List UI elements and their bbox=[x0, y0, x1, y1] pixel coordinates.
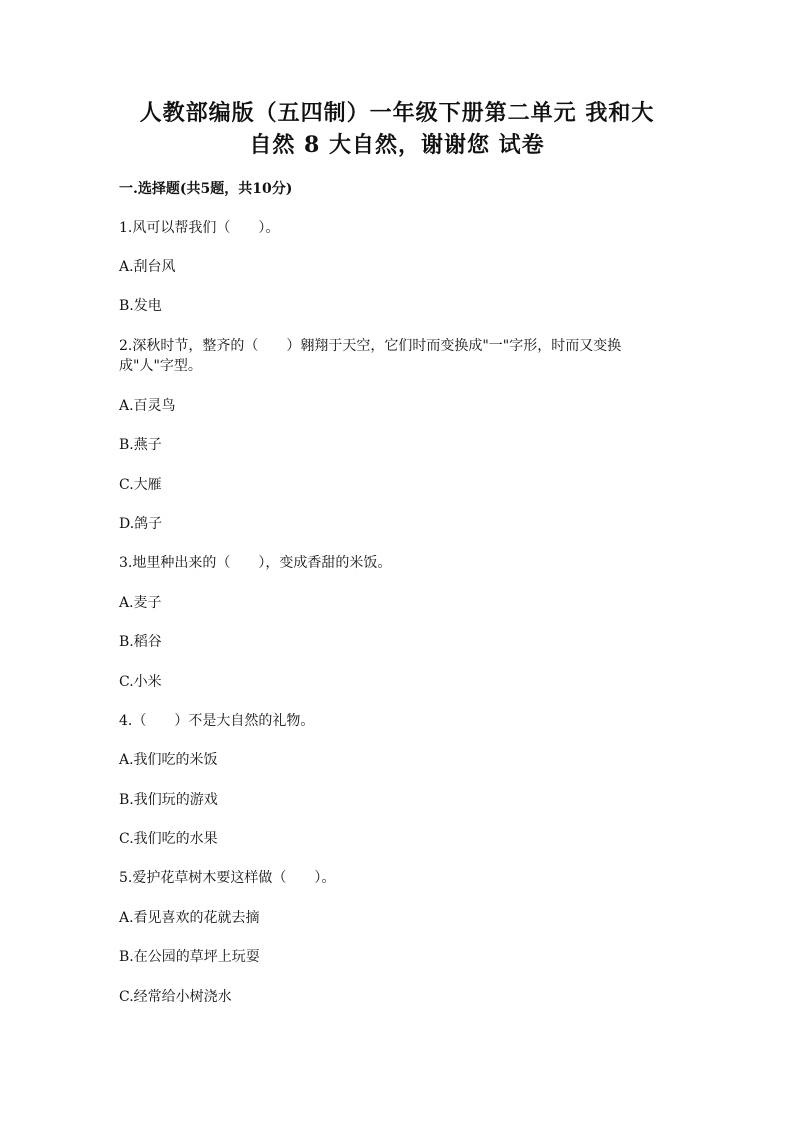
title-line-1: 人教部编版（五四制）一年级下册第二单元 我和大 bbox=[139, 100, 655, 126]
q3-option-a: A.麦子 bbox=[119, 595, 162, 611]
q4-option-c: C.我们吃的水果 bbox=[119, 831, 218, 847]
q5-option-a: A.看见喜欢的花就去摘 bbox=[119, 910, 260, 926]
q4-option-b: B.我们玩的游戏 bbox=[119, 792, 218, 808]
question-2: 2.深秋时节，整齐的（ ）翱翔于天空，它们时而变换成"一"字形，时而又变换成"人"字型。 bbox=[119, 338, 622, 374]
title-line-2: 自然 8 大自然，谢谢您 试卷 bbox=[249, 132, 545, 158]
q5-option-b: B.在公园的草坪上玩耍 bbox=[119, 949, 260, 965]
q1-option-a: A.刮台风 bbox=[119, 259, 176, 275]
q3-option-c: C.小米 bbox=[119, 674, 162, 690]
q2-option-d: D.鸽子 bbox=[119, 516, 163, 532]
q4-option-a: A.我们吃的米饭 bbox=[119, 752, 218, 768]
q2-option-b: B.燕子 bbox=[119, 437, 162, 453]
question-3: 3.地里种出来的（ ），变成香甜的米饭。 bbox=[119, 555, 392, 571]
q2-option-a: A.百灵鸟 bbox=[119, 398, 176, 414]
q5-option-c: C.经常给小树浇水 bbox=[119, 989, 232, 1005]
question-4: 4.（ ）不是大自然的礼物。 bbox=[119, 713, 315, 729]
q3-option-b: B.稻谷 bbox=[119, 634, 162, 650]
question-5: 5.爱护花草树木要这样做（ ）。 bbox=[119, 870, 336, 886]
section-heading: 一.选择题(共5题，共10分) bbox=[119, 181, 293, 197]
q2-option-c: C.大雁 bbox=[119, 477, 162, 493]
question-1: 1.风可以帮我们（ ）。 bbox=[119, 220, 280, 236]
q1-option-b: B.发电 bbox=[119, 298, 162, 314]
